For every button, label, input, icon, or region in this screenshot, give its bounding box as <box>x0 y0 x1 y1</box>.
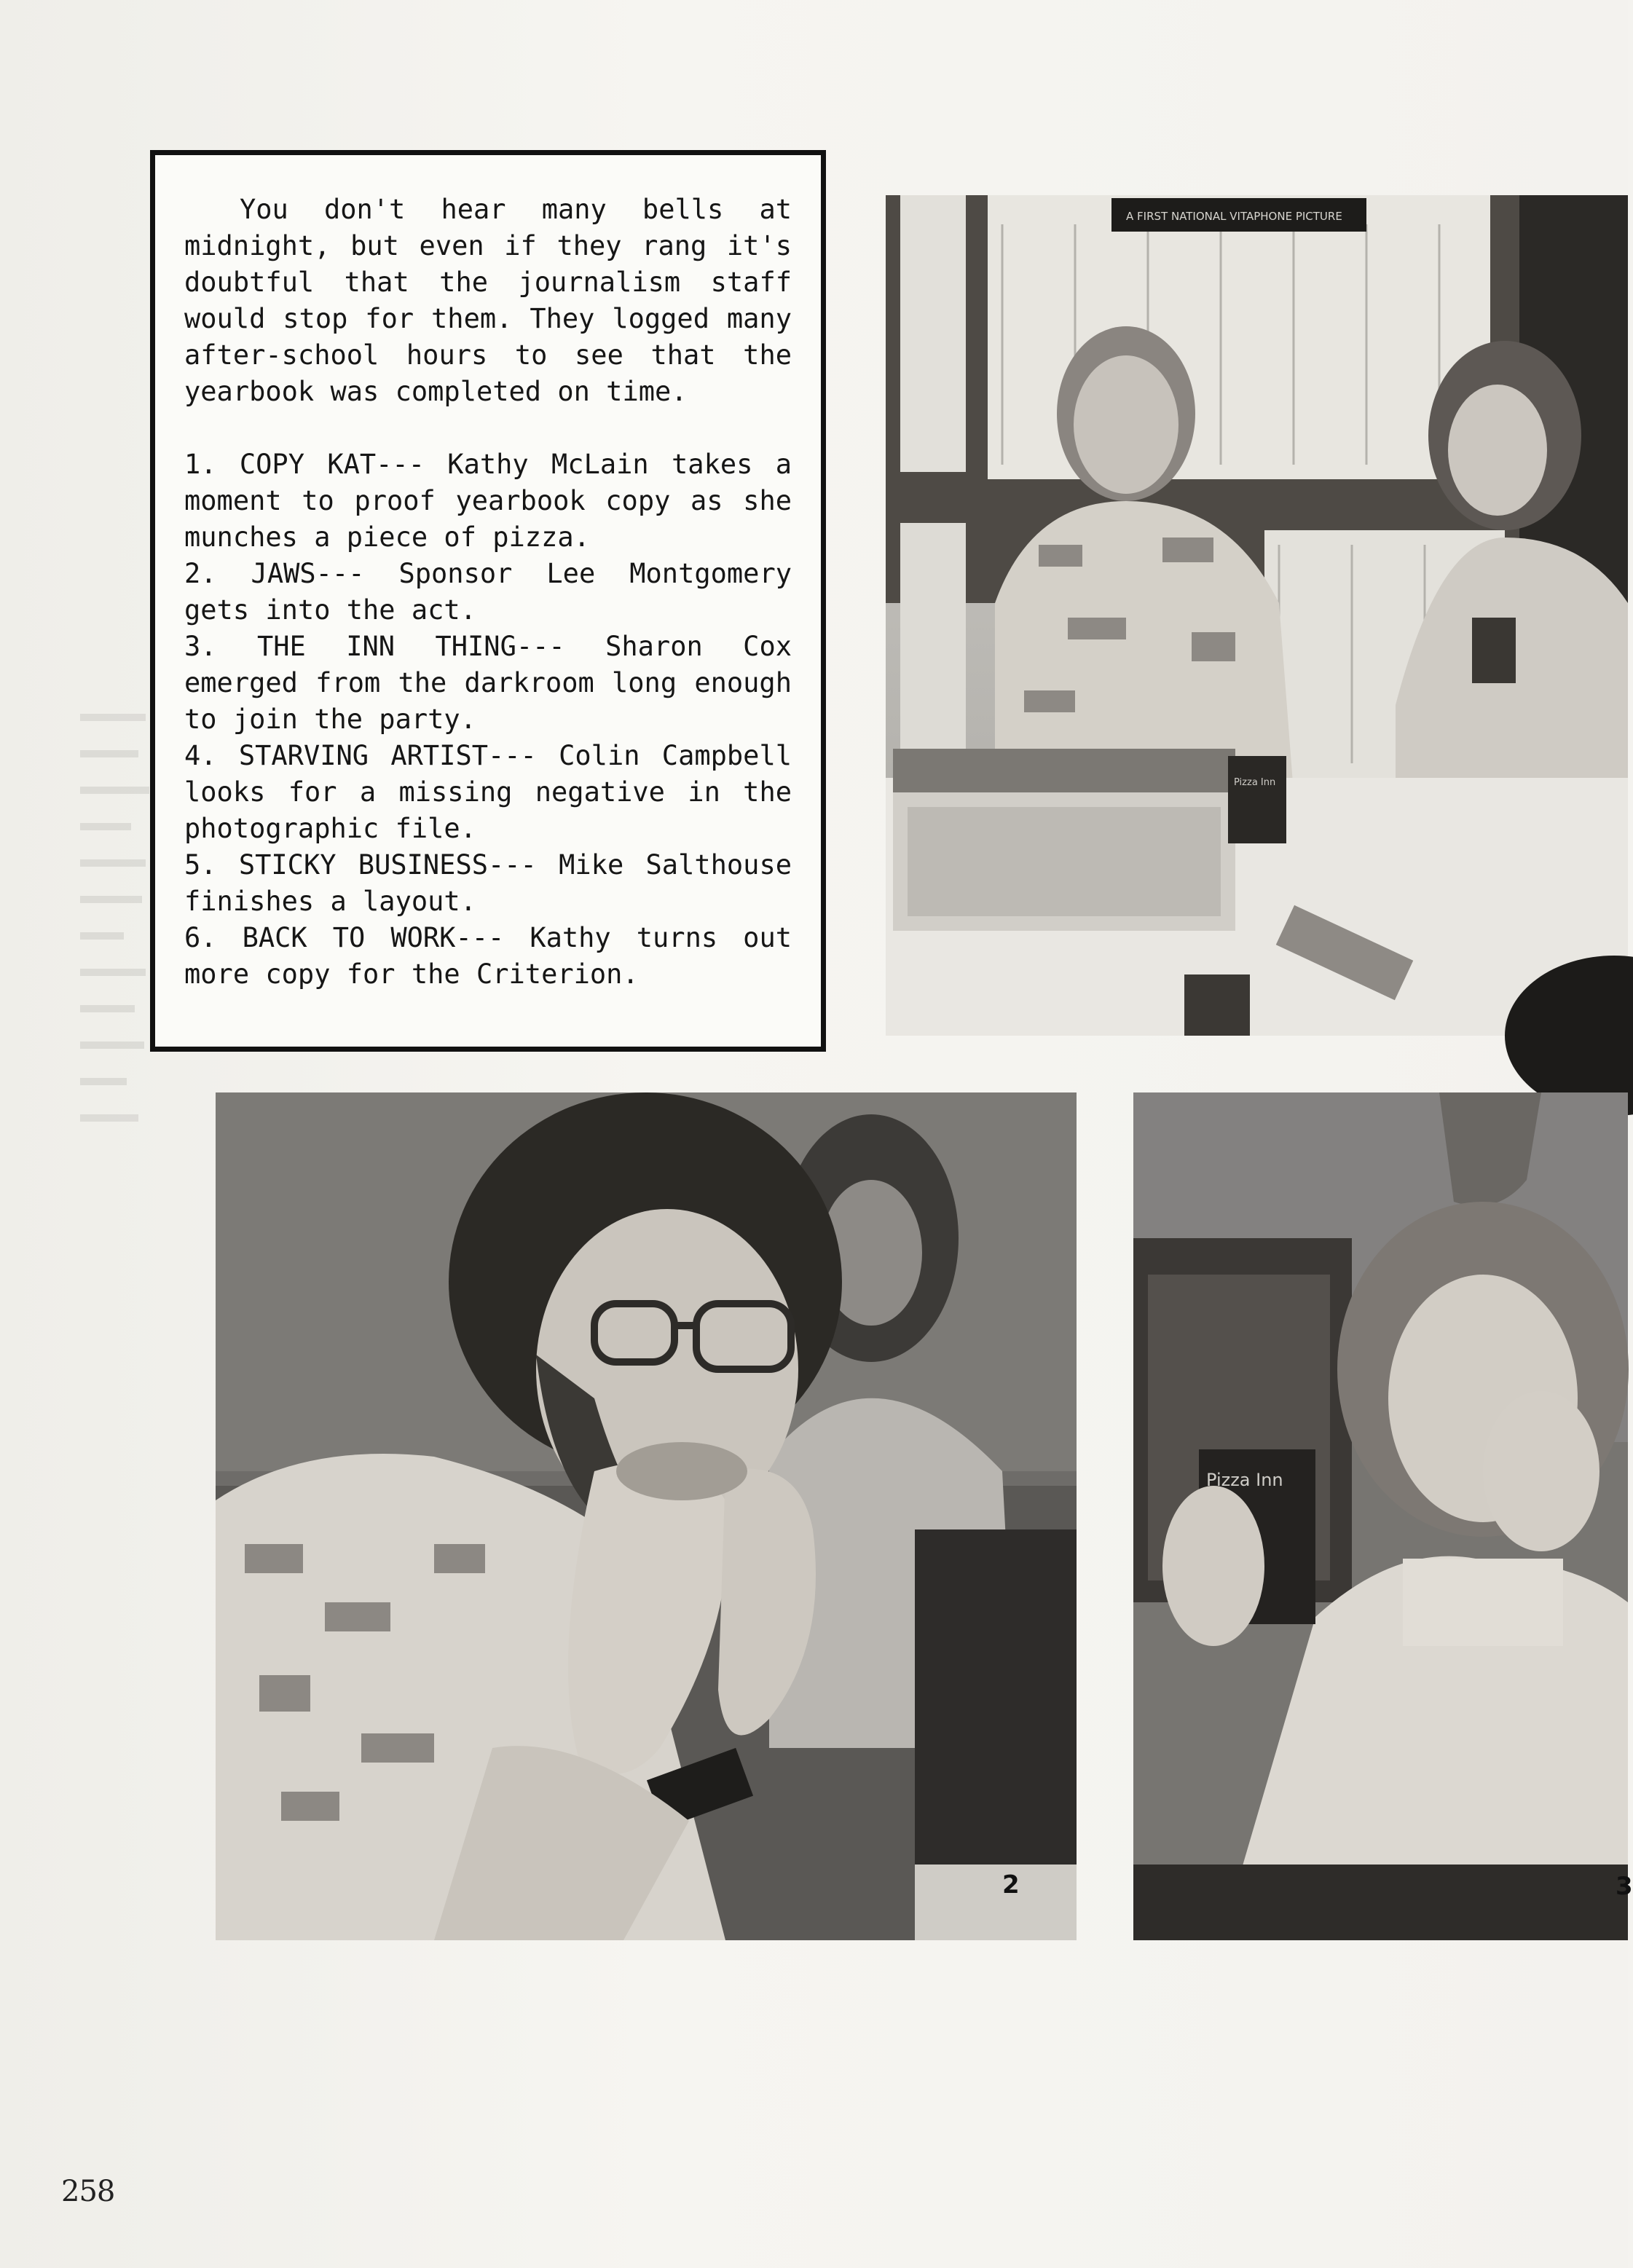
caption-list <box>184 446 792 993</box>
photo-number-3: 3 <box>1616 1872 1633 1901</box>
caption-2: 2. JAWS--- Sponsor Lee Montgomery gets into the act. <box>184 558 792 626</box>
banner-text: A FIRST NATIONAL VITAPHONE PICTURE <box>1126 210 1342 223</box>
caption-3: 3. THE INN THING--- Sharon Cox emerged from the darkroom long enough to join the party. <box>184 631 792 735</box>
cup-text-2: Pizza Inn <box>1206 1470 1283 1490</box>
caption-1: 1. COPY KAT--- Kathy McLain takes a moment to proof yearbook copy as she munches a piece of pizza. <box>184 449 792 553</box>
photo-staff-table <box>886 195 1628 1036</box>
caption-6: 6. BACK TO WORK--- Kathy turns out more copy for the Criterion. <box>184 922 792 990</box>
show-through-text <box>73 699 153 1180</box>
cup-text: Pizza Inn <box>1234 777 1276 788</box>
page-number: 258 <box>61 2175 115 2208</box>
photo-sharon-cup <box>1133 1092 1633 1940</box>
caption-5: 5. STICKY BUSINESS--- Mike Salthouse finishes a layout. <box>184 849 792 917</box>
photo-sponsor-eating <box>216 1092 1077 1940</box>
caption-box <box>150 150 826 1052</box>
caption-4: 4. STARVING ARTIST--- Colin Campbell looks for a missing negative in the photographic file. <box>184 740 792 844</box>
intro-paragraph: You don't hear many bells at midnight, but even if they rang it's doubtful that the journalism staff would stop for them. They logged many after-school hours to see that the yearbook was completed on time. <box>184 194 792 407</box>
photo-number-2: 2 <box>1002 1870 1020 1899</box>
